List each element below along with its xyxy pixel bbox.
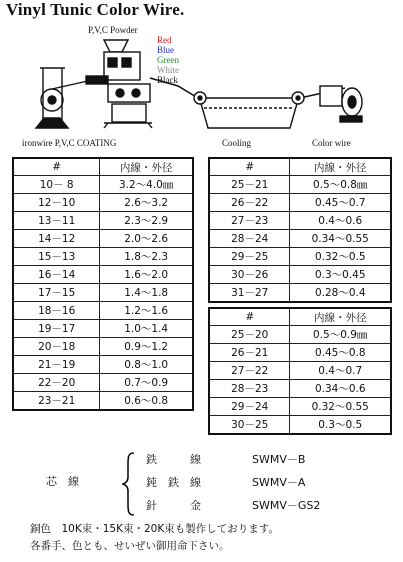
gauge-cell: 27－23 <box>209 212 290 230</box>
table-row <box>209 266 391 284</box>
gauge-cell: 28－23 <box>209 380 290 398</box>
diameter-cell: 0.4～0.7 <box>290 362 391 380</box>
table-row <box>209 194 391 212</box>
gauge-cell: 13－11 <box>13 212 100 230</box>
gauge-cell: 19－17 <box>13 320 100 338</box>
table-row <box>209 380 391 398</box>
table-row <box>209 176 391 194</box>
extruder-machine-icon <box>86 40 152 128</box>
diameter-cell: 0.3～0.5 <box>290 416 391 435</box>
table-row <box>209 212 391 230</box>
diameter-cell: 0.32～0.5 <box>290 248 391 266</box>
table-row <box>13 176 193 194</box>
diameter-cell: 0.9～1.2 <box>100 338 193 356</box>
column-header-gauge: # <box>13 158 100 176</box>
gauge-cell: 22－20 <box>13 374 100 392</box>
table-header-row <box>13 158 193 176</box>
gauge-cell: 31－27 <box>209 284 290 303</box>
diameter-cell: 0.32～0.55 <box>290 398 391 416</box>
color-white-label: White <box>157 65 179 75</box>
gauge-cell: 10－ 8 <box>13 176 100 194</box>
pvc-powder-label: P,V,C Powder <box>88 25 138 35</box>
table-row <box>209 416 391 435</box>
column-header-gauge: # <box>209 308 290 326</box>
diameter-cell: 2.3～2.9 <box>100 212 193 230</box>
table-header-row <box>209 158 391 176</box>
table-row <box>13 248 193 266</box>
diameter-cell: 3.2～4.0㎜ <box>100 176 193 194</box>
gauge-cell: 23－21 <box>13 392 100 411</box>
diameter-cell: 1.2～1.6 <box>100 302 193 320</box>
diameter-cell: 0.6～0.8 <box>100 392 193 411</box>
size-table-right-top <box>208 157 392 303</box>
table-row <box>13 212 193 230</box>
core-item-kind: 鉄 線 <box>146 453 201 466</box>
stage-color-wire-label: Color wire <box>312 138 351 148</box>
diameter-cell: 0.34～0.55 <box>290 230 391 248</box>
core-item-code: SWMV－B <box>252 453 306 466</box>
diameter-cell: 0.5～0.9㎜ <box>290 326 391 344</box>
diameter-cell: 0.3～0.45 <box>290 266 391 284</box>
table-row <box>209 284 391 303</box>
gauge-cell: 15－13 <box>13 248 100 266</box>
table-row <box>209 248 391 266</box>
gauge-cell: 12－10 <box>13 194 100 212</box>
gauge-cell: 29－24 <box>209 398 290 416</box>
page-title: Vinyl Tunic Color Wire. <box>6 0 185 19</box>
curly-brace-icon <box>122 451 136 517</box>
stage-coating-label: ironwire P,V,C COATING <box>22 138 117 148</box>
diameter-cell: 0.45～0.8 <box>290 344 391 362</box>
column-header-gauge: # <box>209 158 290 176</box>
gauge-cell: 25－20 <box>209 326 290 344</box>
diameter-cell: 1.0～1.4 <box>100 320 193 338</box>
column-header-diameter: 内線・外径 <box>290 158 391 176</box>
diameter-cell: 2.0～2.6 <box>100 230 193 248</box>
gauge-cell: 16－14 <box>13 266 100 284</box>
diameter-cell: 0.28～0.4 <box>290 284 391 303</box>
diameter-cell: 1.6～2.0 <box>100 266 193 284</box>
table-header-row <box>209 308 391 326</box>
color-black-label: Black <box>157 75 178 85</box>
gauge-cell: 30－26 <box>209 266 290 284</box>
core-item-kind: 鈍 鉄 線 <box>146 476 201 489</box>
diameter-cell: 1.8～2.3 <box>100 248 193 266</box>
size-table-left <box>12 157 194 411</box>
gauge-cell: 18－16 <box>13 302 100 320</box>
stage-cooling-label: Cooling <box>222 138 252 148</box>
core-wire-label: 芯 線 <box>46 475 79 488</box>
diameter-cell: 2.6～3.2 <box>100 194 193 212</box>
gauge-cell: 28－24 <box>209 230 290 248</box>
gauge-cell: 27－22 <box>209 362 290 380</box>
table-row <box>13 302 193 320</box>
table-row <box>13 284 193 302</box>
core-item-code: SWMV－GS2 <box>252 499 321 512</box>
core-item-code: SWMV－A <box>252 476 306 489</box>
table-row <box>13 230 193 248</box>
column-header-diameter: 内線・外径 <box>290 308 391 326</box>
diameter-cell: 1.4～1.8 <box>100 284 193 302</box>
color-red-label: Red <box>157 35 172 45</box>
gauge-cell: 26－22 <box>209 194 290 212</box>
diameter-cell: 0.34～0.6 <box>290 380 391 398</box>
table-row <box>13 356 193 374</box>
table-row <box>209 230 391 248</box>
take-up-reel-icon <box>320 86 362 122</box>
process-diagram <box>0 28 403 140</box>
table-row <box>13 392 193 411</box>
gauge-cell: 29－25 <box>209 248 290 266</box>
table-row <box>13 266 193 284</box>
gauge-cell: 14－12 <box>13 230 100 248</box>
gauge-cell: 20－18 <box>13 338 100 356</box>
column-header-diameter: 内線・外径 <box>100 158 193 176</box>
core-item-kind: 針 金 <box>146 499 201 512</box>
diameter-cell: 0.8～1.0 <box>100 356 193 374</box>
note-line: 各番手、色とも、せいぜい御用命下さい。 <box>30 540 230 552</box>
gauge-cell: 26－21 <box>209 344 290 362</box>
table-row <box>13 338 193 356</box>
diameter-cell: 0.7～0.9 <box>100 374 193 392</box>
note-line: 銅色 10K束・15K束・20K束も製作しております。 <box>30 523 279 535</box>
table-row <box>209 344 391 362</box>
table-row <box>13 320 193 338</box>
color-green-label: Green <box>157 55 179 65</box>
table-row <box>209 326 391 344</box>
table-row <box>209 398 391 416</box>
diameter-cell: 0.45～0.7 <box>290 194 391 212</box>
table-row <box>13 374 193 392</box>
size-table-right-bottom <box>208 307 392 435</box>
gauge-cell: 30－25 <box>209 416 290 435</box>
table-row <box>13 194 193 212</box>
diameter-cell: 0.5～0.8㎜ <box>290 176 391 194</box>
gauge-cell: 25－21 <box>209 176 290 194</box>
table-row <box>209 362 391 380</box>
color-blue-label: Blue <box>157 45 174 55</box>
diameter-cell: 0.4～0.6 <box>290 212 391 230</box>
gauge-cell: 21－19 <box>13 356 100 374</box>
gauge-cell: 17－15 <box>13 284 100 302</box>
